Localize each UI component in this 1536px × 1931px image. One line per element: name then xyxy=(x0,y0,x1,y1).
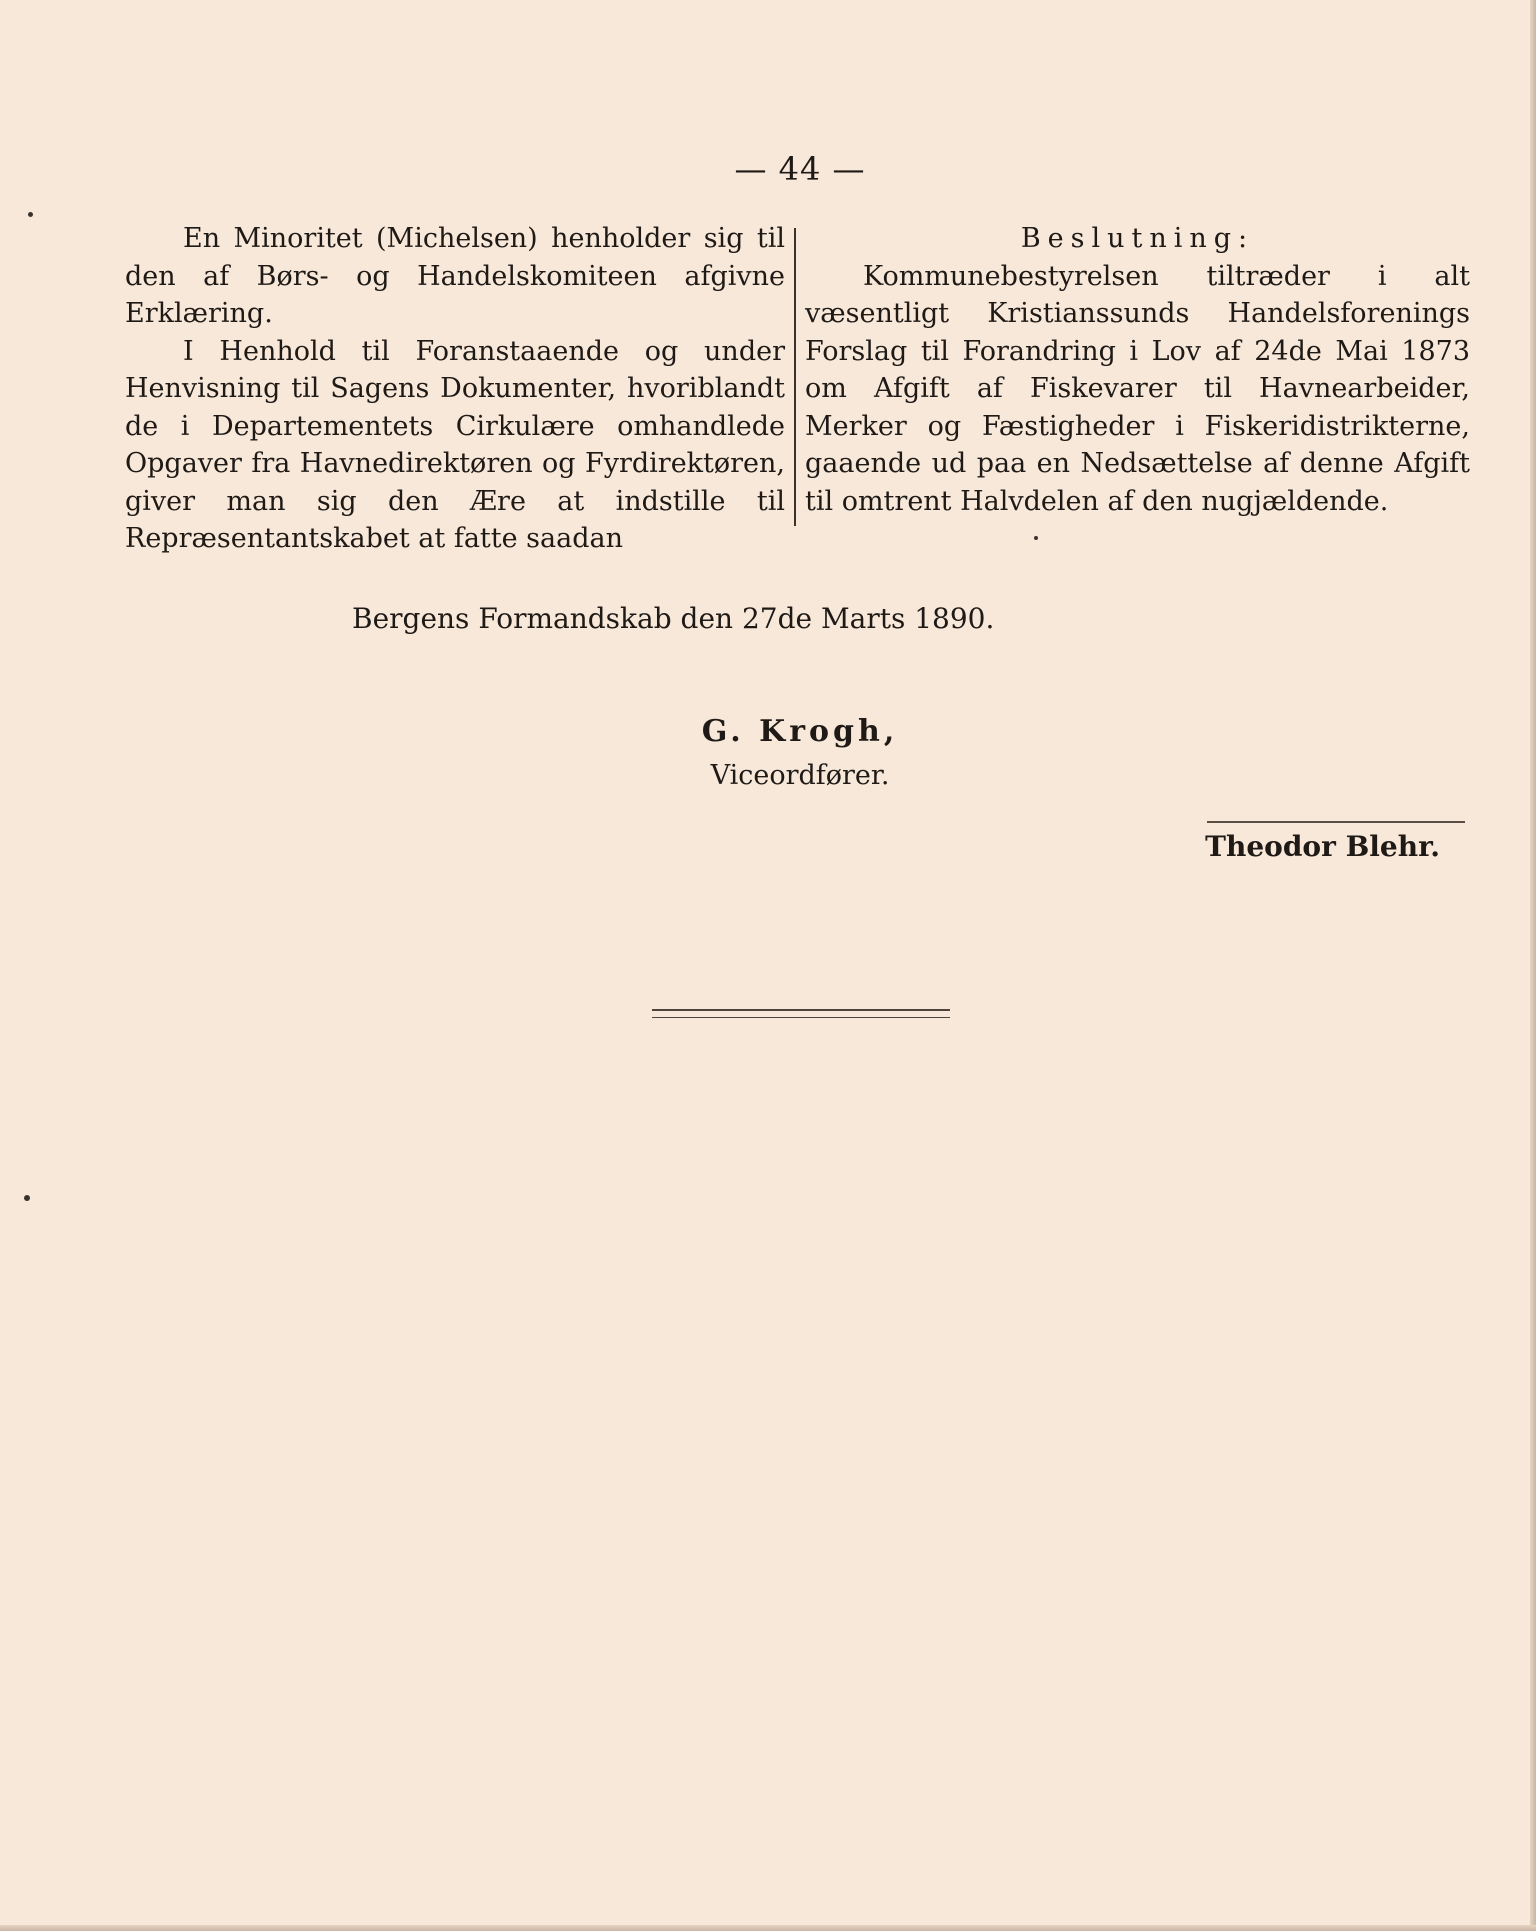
closing-double-rule xyxy=(652,1009,950,1018)
page-number: — 44 — xyxy=(734,150,866,188)
left-column xyxy=(125,220,785,558)
paper-speck xyxy=(28,212,33,217)
right-column xyxy=(805,220,1470,520)
signatory-name: G. Krogh, xyxy=(701,714,899,749)
page-edge-right xyxy=(1530,0,1536,1931)
resolution-heading: Beslutning: xyxy=(1020,223,1255,254)
signatory-title: Viceordfører. xyxy=(710,760,890,791)
secretary-name: Theodor Blehr. xyxy=(1205,830,1440,863)
paper-speck xyxy=(24,1195,30,1201)
column-divider xyxy=(794,228,796,526)
resolution-paragraph: Kommunebestyrelsen tiltræder i alt væsentligt Kristianssunds Handelsforenings Forslag til Forandring i Lov af 24de Mai 1873 om Afgift af Fiskevarer til Havnearbeider, Merker og Fæstigheder i Fiskeridistrikterne, gaaende ud paa en Nedsættelse af denne Afgift til omtrent Halvdelen af den nugjældende. xyxy=(805,260,1470,517)
place-date-line: Bergens Formandskab den 27de Marts 1890. xyxy=(352,602,995,635)
minority-paragraph: En Minoritet (Michelsen) henholder sig til den af Børs- og Handelskomiteen afgivne Erklæring. xyxy=(125,223,785,329)
recommendation-paragraph: I Henhold til Foranstaaende og under Henvisning til Sagens Dokumenter, hvoriblandt de i Departementets Cirkulære omhandlede Opgaver fra Havnedirektøren og Fyrdirektøren, giver man sig den Ære at indstille til Repræsentantskabet at fatte saadan xyxy=(125,335,785,554)
paper-speck xyxy=(1034,536,1038,540)
secretary-rule xyxy=(1207,821,1465,823)
page-edge-bottom xyxy=(0,1925,1536,1931)
